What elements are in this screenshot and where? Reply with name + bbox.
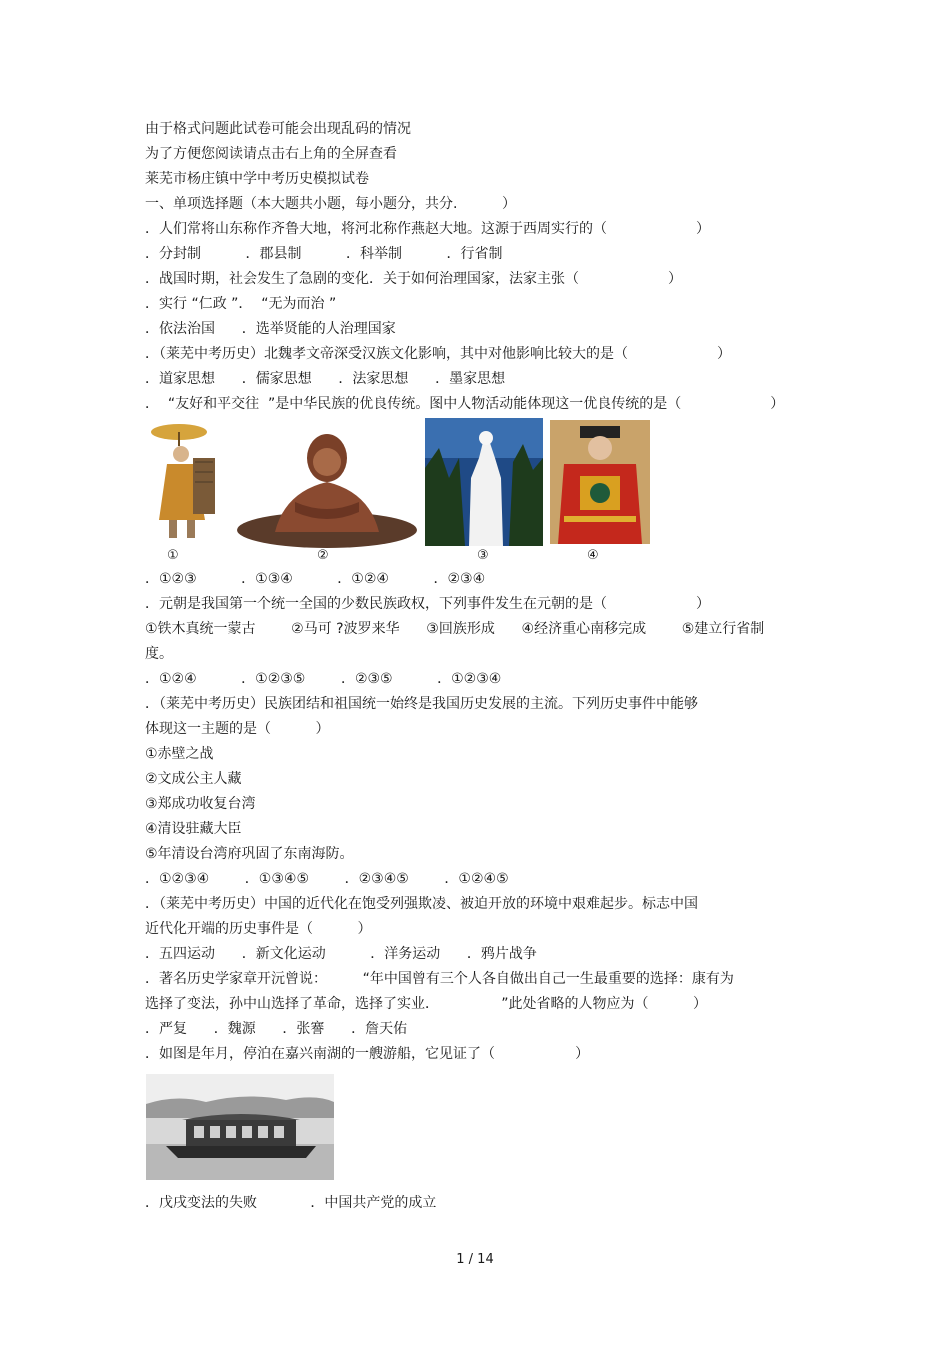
question-2-options-b: ．依法治国 ．选举贤能的人治理国家 bbox=[145, 321, 396, 337]
question-8-options: ．严复 ．魏源 ．张謇 ．詹天佑 bbox=[145, 1021, 408, 1037]
notice-line-2: 为了方便您阅读请点击右上角的全屏查看 bbox=[145, 146, 397, 162]
white-statue-image bbox=[425, 418, 543, 546]
question-2-options-a: ．实行 “仁政 ”． “无为而治 ” bbox=[145, 296, 337, 312]
question-6-cont: 体现这一主题的是（ ） bbox=[145, 721, 330, 737]
question-7: ．（莱芜中考历史）中国的近代化在饱受列强欺凌、被迫开放的环境中艰难起步。标志中国 bbox=[145, 896, 698, 912]
question-6-item-4: ④清设驻藏大臣 bbox=[145, 821, 242, 837]
question-5: ．元朝是我国第一个统一全国的少数民族政权，下列事件发生在元朝的是（ ） bbox=[145, 596, 711, 612]
figure-label-3: ③ bbox=[477, 548, 489, 563]
question-4-options: ．①②③ ．①③④ ．①②④ ．②③④ bbox=[145, 571, 486, 587]
question-1: ．人们常将山东称作齐鲁大地，将河北称作燕赵大地。这源于西周实行的（ ） bbox=[145, 221, 711, 237]
question-6-item-5: ⑤年清设台湾府巩固了东南海防。 bbox=[145, 846, 354, 862]
question-7-cont: 近代化开端的历史事件是（ ） bbox=[145, 921, 372, 937]
question-8: ．著名历史学家章开沅曾说： “年中国曾有三个人各自做出自己一生最重要的选择：康有为 bbox=[145, 971, 734, 987]
figure-label-4: ④ bbox=[587, 548, 599, 563]
figure-label-1: ① bbox=[167, 548, 179, 563]
question-9: ．如图是年月，停泊在嘉兴南湖的一艘游船，它见证了（ ） bbox=[145, 1046, 590, 1062]
figure-label-2: ② bbox=[317, 548, 329, 563]
question-6-item-2: ②文成公主人藏 bbox=[145, 771, 242, 787]
question-5-events: ①铁木真统一蒙古 ②马可 ?波罗来华 ③回族形成 ④经济重心南移完成 ⑤建立行省制 bbox=[145, 621, 765, 637]
question-7-options: ．五四运动 ．新文化运动 ．洋务运动 ．鸦片战争 bbox=[145, 946, 537, 962]
question-4-figures bbox=[145, 418, 665, 568]
question-3-options: ．道家思想 ．儒家思想 ．法家思想 ．墨家思想 bbox=[145, 371, 506, 387]
red-robe-portrait-image bbox=[550, 420, 650, 544]
monk-figure-image bbox=[145, 420, 220, 550]
page-number: 1 / 14 bbox=[456, 1252, 494, 1267]
question-3: ．（莱芜中考历史）北魏孝文帝深受汉族文化影响，其中对他影响比较大的是（ ） bbox=[145, 346, 732, 362]
question-6-item-3: ③郑成功收复台湾 bbox=[145, 796, 256, 812]
question-5-events-cont: 度。 bbox=[145, 646, 173, 662]
question-8-cont: 选择了变法，孙中山选择了革命，选择了实业． ”此处省略的人物应为（ ） bbox=[145, 996, 708, 1012]
question-9-options: ．戊戌变法的失败 ．中国共产党的成立 bbox=[145, 1195, 437, 1211]
question-5-options: ．①②④ ．①②③⑤ ．②③⑤ ．①②③④ bbox=[145, 671, 502, 687]
question-6: ．（莱芜中考历史）民族团结和祖国统一始终是我国历史发展的主流。下列历史事件中能够 bbox=[145, 696, 698, 712]
question-4: ． “友好和平交往 ”是中华民族的优良传统。图中人物活动能体现这一优良传统的是（ ） bbox=[145, 396, 785, 412]
seated-statue-image bbox=[235, 432, 420, 550]
exam-title: 莱芜市杨庄镇中学中考历史模拟试卷 bbox=[145, 171, 369, 187]
question-1-options: ．分封制 ．郡县制 ．科举制 ．行省制 bbox=[145, 246, 503, 262]
question-2: ．战国时期，社会发生了急剧的变化．关于如何治理国家，法家主张（ ） bbox=[145, 271, 683, 287]
red-boat-photo bbox=[146, 1074, 334, 1180]
section-heading: 一、单项选择题（本大题共小题，每小题分，共分. ） bbox=[145, 196, 516, 212]
question-6-options: ．①②③④ ．①③④⑤ ．②③④⑤ ．①②④⑤ bbox=[145, 871, 509, 887]
notice-line-1: 由于格式问题此试卷可能会出现乱码的情况 bbox=[145, 121, 411, 137]
question-6-item-1: ①赤壁之战 bbox=[145, 746, 214, 762]
